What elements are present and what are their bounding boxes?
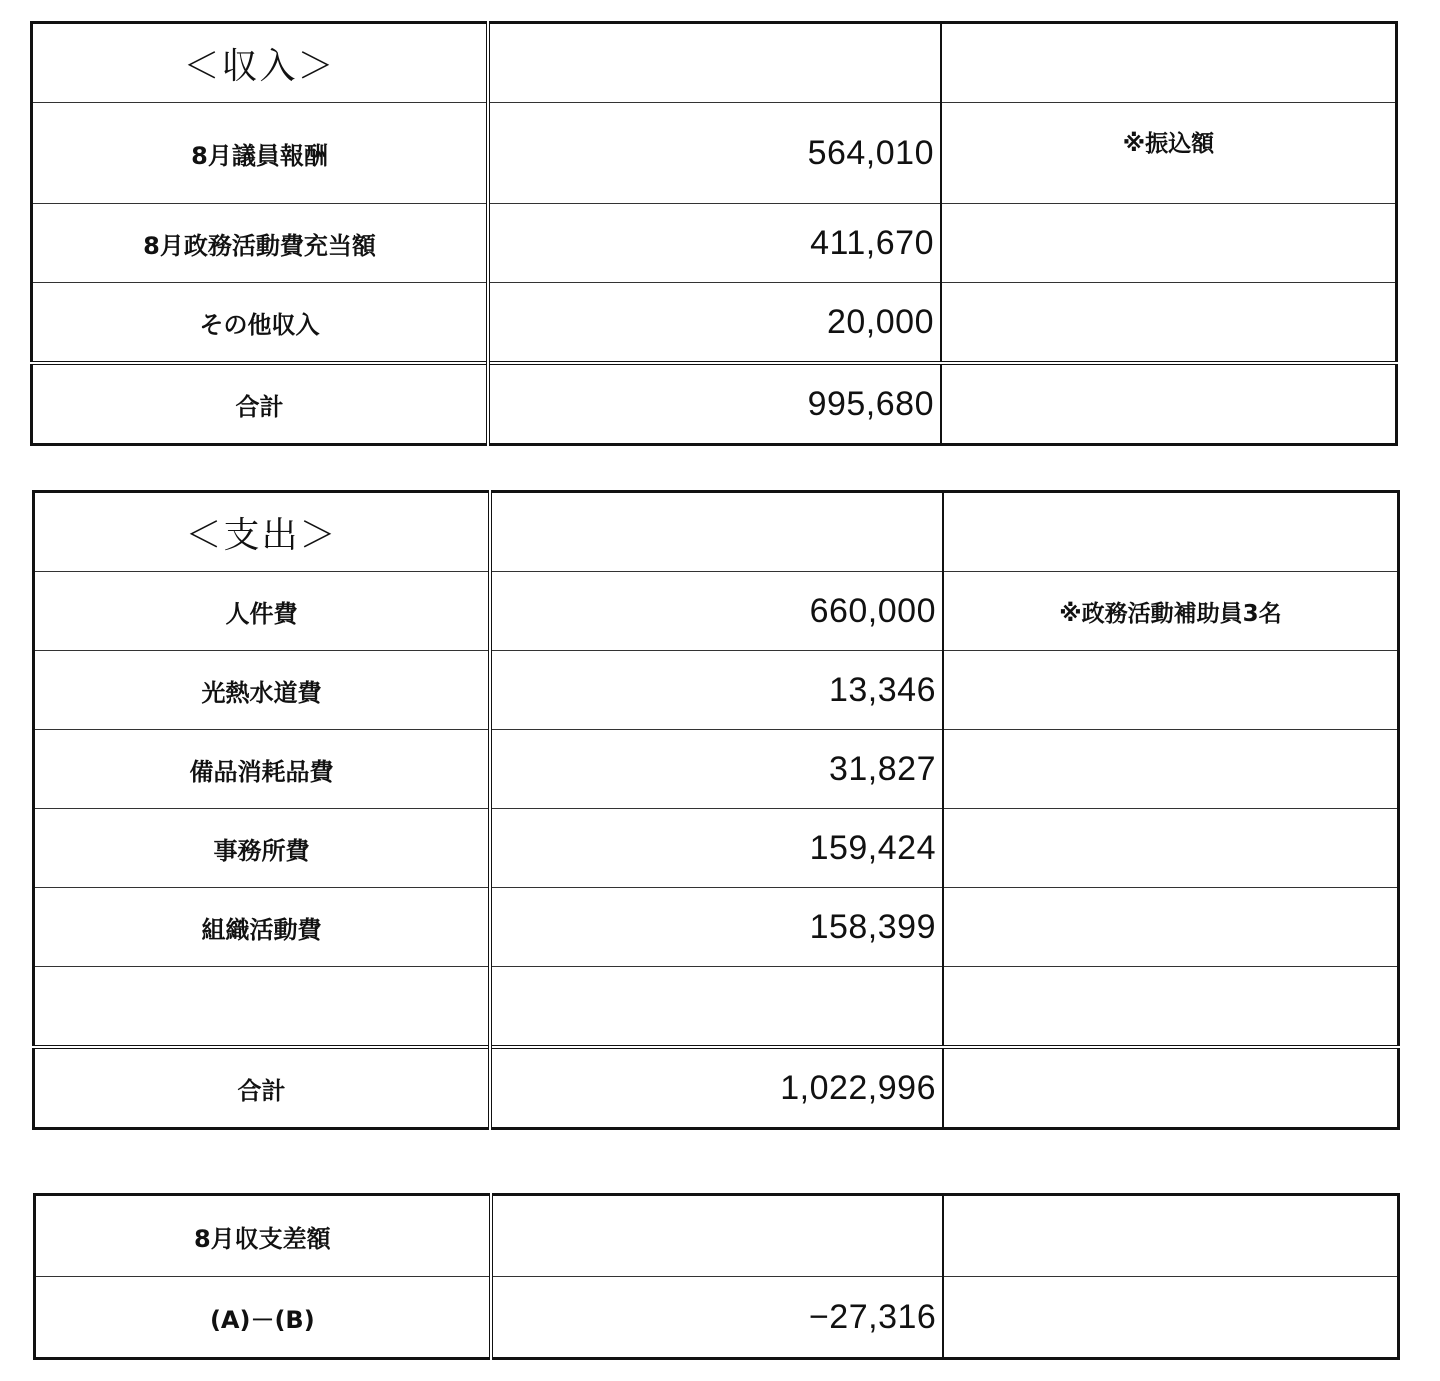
balance-empty-note-cell [943, 1195, 1398, 1277]
income-label: その他収入 [32, 283, 489, 364]
expense-note [943, 809, 1399, 888]
expense-note [943, 730, 1399, 809]
expense-total-amount: 1,022,996 [490, 1047, 943, 1129]
income-total-note-cell [941, 363, 1397, 445]
income-amount: 564,010 [488, 103, 941, 204]
income-note [941, 204, 1397, 283]
balance-empty-amount-cell [491, 1195, 944, 1277]
expense-amount: 660,000 [490, 572, 943, 651]
expense-amount [490, 967, 943, 1048]
expense-heading: ＜支出＞ [34, 492, 491, 572]
expense-total-row [34, 1047, 1399, 1129]
income-total-row [32, 363, 1397, 445]
expense-label: 人件費 [34, 572, 491, 651]
expense-row [34, 651, 1399, 730]
income-row [32, 204, 1397, 283]
income-table [30, 21, 1398, 446]
income-amount: 20,000 [488, 283, 941, 364]
expense-amount: 159,424 [490, 809, 943, 888]
income-total-amount: 995,680 [488, 363, 941, 445]
expense-note [943, 967, 1399, 1048]
income-note [941, 283, 1397, 364]
expense-header-amount-cell [490, 492, 943, 572]
balance-table [33, 1193, 1400, 1360]
income-row [32, 103, 1397, 204]
expense-amount: 158,399 [490, 888, 943, 967]
expense-label: 組織活動費 [34, 888, 491, 967]
balance-note-cell [943, 1277, 1398, 1359]
expense-total-note-cell [943, 1047, 1399, 1129]
income-header-note-cell [941, 23, 1397, 103]
income-header-row [32, 23, 1397, 103]
expense-row [34, 967, 1399, 1048]
income-row [32, 283, 1397, 364]
balance-formula: (A)－(B) [209, 1305, 315, 1334]
balance-amount: −27,316 [491, 1277, 944, 1359]
income-heading: ＜収入＞ [32, 23, 489, 103]
expense-amount: 31,827 [490, 730, 943, 809]
income-label: 8月議員報酬 [32, 103, 489, 204]
income-amount: 411,670 [488, 204, 941, 283]
expense-table [32, 490, 1400, 1130]
balance-label-row [35, 1195, 1399, 1277]
expense-label: 光熱水道費 [34, 651, 491, 730]
expense-row [34, 888, 1399, 967]
expense-note [943, 651, 1399, 730]
balance-value-row [35, 1277, 1399, 1359]
income-note: ※振込額 [941, 103, 1397, 204]
expense-amount: 13,346 [490, 651, 943, 730]
expense-label: 備品消耗品費 [34, 730, 491, 809]
expense-header-note-cell [943, 492, 1399, 572]
expense-row [34, 809, 1399, 888]
income-label: 8月政務活動費充当額 [32, 204, 489, 283]
expense-row [34, 730, 1399, 809]
expense-note [943, 888, 1399, 967]
expense-total-label: 合計 [34, 1047, 491, 1129]
expense-label: 事務所費 [34, 809, 491, 888]
income-header-amount-cell [488, 23, 941, 103]
expense-header-row [34, 492, 1399, 572]
expense-label [34, 967, 491, 1048]
balance-label: 8月収支差額 [35, 1195, 491, 1277]
expense-row [34, 572, 1399, 651]
expense-note: ※政務活動補助員3名 [943, 572, 1399, 651]
income-total-label: 合計 [32, 363, 489, 445]
